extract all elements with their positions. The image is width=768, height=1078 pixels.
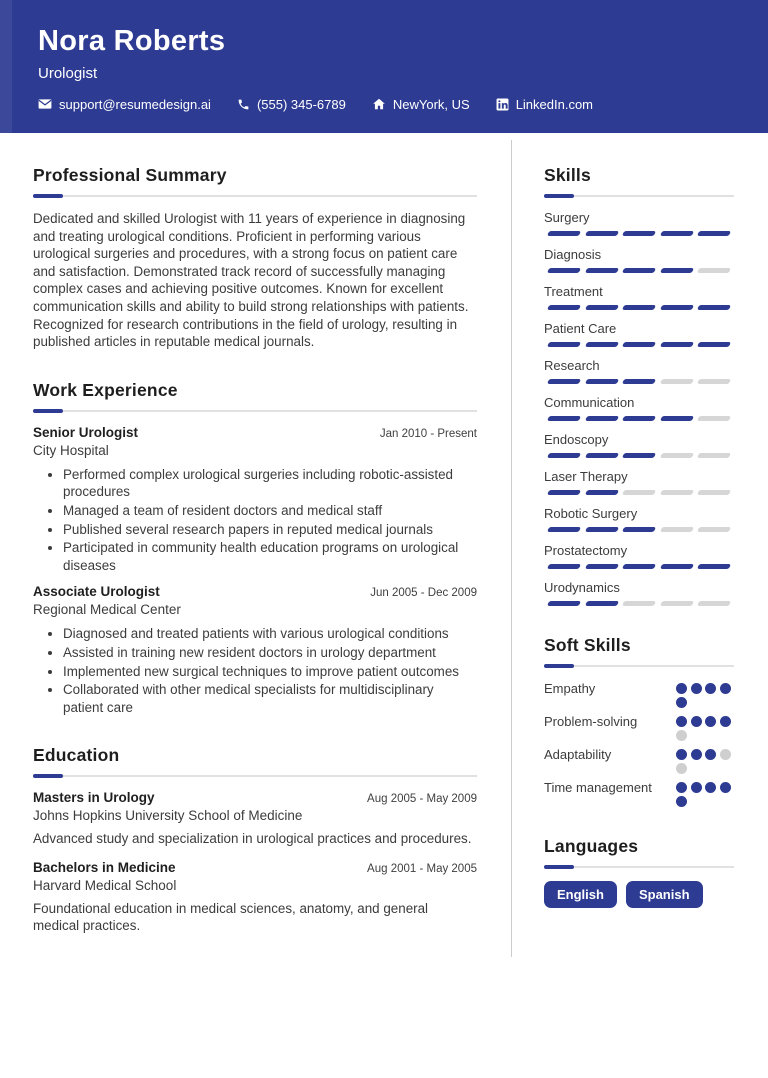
section-soft-skills — [544, 635, 734, 807]
skill-label: Treatment — [544, 284, 603, 299]
skill-bar-segment — [547, 231, 581, 236]
job-bullet: • Implemented new surgical techniques to improve patient outcomes — [63, 663, 477, 681]
soft-skill-label: Time management — [544, 780, 652, 795]
school-name: Harvard Medical School — [33, 877, 177, 893]
soft-skill-dot — [691, 716, 702, 727]
job-entry — [33, 425, 477, 575]
job-bullet: • Published several research papers in reputed medical journals — [63, 521, 477, 539]
skill-bar-segment — [584, 231, 618, 236]
soft-skill-row — [544, 713, 734, 741]
soft-skill-dot — [705, 716, 716, 727]
section-rule — [544, 195, 734, 197]
skill-bar-segment — [584, 453, 618, 458]
skill-label: Endoscopy — [544, 432, 609, 447]
soft-skill-dot — [676, 683, 687, 694]
job-bullets — [33, 466, 477, 575]
contact-phone-text: (555) 345-6789 — [256, 96, 346, 112]
language-badges — [544, 881, 734, 908]
skill-bar-segment — [660, 342, 694, 347]
job-company: Regional Medical Center — [33, 602, 181, 618]
education-entry — [33, 860, 477, 935]
skill-bar-segment — [622, 379, 656, 384]
skill-label: Prostatectomy — [544, 543, 628, 558]
skill-bar-segment — [622, 416, 656, 421]
soft-skill-dot — [676, 716, 687, 727]
skill-label: Diagnosis — [544, 247, 602, 262]
skill-bar — [544, 342, 734, 347]
job-dates: Jan 2010 - Present — [379, 427, 477, 440]
soft-skill-dot — [691, 782, 702, 793]
language-badge: English — [544, 881, 617, 908]
skill-bar-segment — [547, 527, 581, 532]
linkedin-icon — [496, 98, 509, 111]
education-header — [33, 790, 477, 805]
skill-bar-segment — [622, 490, 656, 495]
soft-skill-dot — [720, 782, 731, 793]
resume-header — [0, 0, 768, 133]
skill-label: Surgery — [544, 210, 590, 225]
skill-bar-segment — [547, 268, 581, 273]
skill-bar — [544, 305, 734, 310]
skill-bar-segment — [697, 231, 731, 236]
degree-name: Bachelors in Medicine — [33, 859, 176, 875]
soft-skill-dot — [691, 683, 702, 694]
job-bullet: • Assisted in training new resident doctors in urology department — [63, 644, 477, 662]
soft-skill-dot — [676, 782, 687, 793]
contact-phone[interactable] — [237, 97, 346, 112]
skill-bar-segment — [697, 564, 731, 569]
skill-bar — [544, 453, 734, 458]
rule-accent-chip — [33, 409, 63, 413]
soft-skill-dots — [676, 713, 734, 741]
skill-bar-segment — [697, 527, 731, 532]
soft-skill-row — [544, 680, 734, 708]
soft-skill-dots — [676, 746, 734, 774]
school-name: Johns Hopkins University School of Medicine — [33, 808, 303, 824]
skill-bar-segment — [584, 601, 618, 606]
skill-row — [544, 284, 734, 310]
skill-bar-segment — [622, 564, 656, 569]
education-description: Foundational education in medical sciences, anatomy, and general medical practices. — [33, 900, 429, 934]
main-column — [0, 133, 511, 964]
skill-bar-segment — [547, 490, 581, 495]
education-dates: Aug 2001 - May 2005 — [367, 862, 477, 875]
soft-skill-label: Empathy — [544, 681, 596, 696]
skill-bar-segment — [584, 416, 618, 421]
job-bullets — [33, 625, 477, 716]
skill-bar-segment — [697, 453, 731, 458]
rule-accent-chip — [33, 194, 63, 198]
skill-row — [544, 506, 734, 532]
skill-row — [544, 247, 734, 273]
skill-bar-segment — [660, 453, 694, 458]
job-header — [33, 584, 477, 599]
skill-bar-segment — [547, 379, 581, 384]
skill-label: Research — [544, 358, 600, 373]
skill-bar — [544, 601, 734, 606]
email-icon — [38, 97, 52, 111]
skill-bar-segment — [584, 342, 618, 347]
soft-skill-dot — [720, 749, 731, 760]
soft-skill-label: Problem-solving — [544, 714, 638, 729]
section-rule — [33, 195, 477, 197]
skill-bar-segment — [660, 601, 694, 606]
skill-bar-segment — [660, 305, 694, 310]
soft-skill-dots — [676, 779, 734, 807]
soft-skill-dot — [676, 763, 687, 774]
job-bullet: • Collaborated with other medical specialists for multidisciplinary patient care — [63, 681, 477, 716]
contact-email-text: support@resumedesign.ai — [59, 96, 211, 112]
skill-bar-segment — [622, 305, 656, 310]
soft-skill-dot — [691, 749, 702, 760]
skill-bar-segment — [622, 601, 656, 606]
rule-accent-chip — [544, 194, 574, 198]
skill-row — [544, 543, 734, 569]
skill-row — [544, 210, 734, 236]
skill-bar-segment — [697, 379, 731, 384]
rule-accent-chip — [544, 865, 574, 869]
education-header — [33, 860, 477, 875]
soft-skill-row — [544, 779, 734, 807]
skill-bar-segment — [584, 564, 618, 569]
contact-location[interactable] — [372, 97, 470, 112]
summary-text: Dedicated and skilled Urologist with 11 years of experience in diagnosing and treating urological conditions. Proficient in performing various urological surgeries and procedures, with a strong focus on patient care and satisfaction. Demonstrated track record of successfully managing complex cases and achieving positive outcomes. Known for excellent communication skills and ability to build strong relationships with patients. Recognized for research contributions in the field of urology, resulting in published articles in reputable medical journals. — [33, 211, 469, 350]
skill-bar — [544, 268, 734, 273]
skill-bar-segment — [584, 527, 618, 532]
soft-skill-dot — [705, 749, 716, 760]
section-education — [33, 745, 477, 935]
education-title: Education — [33, 745, 120, 766]
soft-skills-title: Soft Skills — [544, 635, 631, 655]
section-professional-summary — [33, 165, 477, 351]
section-languages — [544, 836, 734, 908]
column-divider — [511, 140, 512, 957]
skill-bar-segment — [622, 527, 656, 532]
skill-label: Urodynamics — [544, 580, 620, 595]
summary-title: Professional Summary — [33, 165, 227, 185]
skill-row — [544, 469, 734, 495]
skill-bar — [544, 231, 734, 236]
job-bullet: • Performed complex urological surgeries including robotic-assisted procedures — [63, 466, 477, 501]
skill-row — [544, 432, 734, 458]
skill-bar — [544, 490, 734, 495]
section-rule — [33, 410, 477, 412]
soft-skill-label: Adaptability — [544, 747, 612, 762]
person-name: Nora Roberts — [38, 25, 226, 57]
soft-skill-dot — [676, 796, 687, 807]
skill-bar — [544, 379, 734, 384]
skill-bar-segment — [622, 268, 656, 273]
soft-skill-dots — [676, 680, 734, 708]
skill-bar-segment — [697, 416, 731, 421]
degree-name: Masters in Urology — [33, 790, 155, 806]
skill-bar-segment — [660, 379, 694, 384]
skill-bar — [544, 416, 734, 421]
soft-skill-dot — [705, 782, 716, 793]
sidebar-column — [511, 133, 768, 964]
skill-bar-segment — [697, 305, 731, 310]
skill-label: Patient Care — [544, 321, 617, 336]
skill-bar-segment — [660, 564, 694, 569]
education-description: Advanced study and specialization in urological practices and procedures. — [33, 831, 472, 847]
languages-title: Languages — [544, 836, 639, 856]
contact-email[interactable] — [38, 97, 211, 112]
skill-bar-segment — [547, 601, 581, 606]
skill-row — [544, 395, 734, 421]
soft-skill-dot — [676, 749, 687, 760]
skill-bar-segment — [547, 416, 581, 421]
skill-bar-segment — [584, 305, 618, 310]
soft-skill-dot — [720, 716, 731, 727]
skill-bar-segment — [547, 342, 581, 347]
language-badge: Spanish — [626, 881, 703, 908]
education-list — [33, 790, 477, 935]
skill-bar-segment — [697, 601, 731, 606]
job-company: City Hospital — [33, 442, 109, 458]
education-dates: Aug 2005 - May 2009 — [367, 793, 477, 806]
job-role: Associate Urologist — [33, 584, 160, 600]
skill-bar-segment — [697, 342, 731, 347]
soft-skills-list — [544, 680, 734, 807]
contact-row — [38, 97, 730, 112]
phone-icon — [237, 98, 250, 111]
person-job-title: Urologist — [38, 64, 98, 82]
section-rule — [33, 775, 477, 777]
job-header — [33, 425, 477, 440]
soft-skill-row — [544, 746, 734, 774]
skill-bar-segment — [660, 527, 694, 532]
skill-bar-segment — [660, 416, 694, 421]
section-rule — [544, 866, 734, 868]
skill-bar-segment — [660, 231, 694, 236]
section-skills — [544, 165, 734, 606]
skill-bar-segment — [584, 268, 618, 273]
job-bullet: • Participated in community health education programs on urological diseases — [63, 539, 477, 574]
skill-bar-segment — [697, 490, 731, 495]
skill-row — [544, 321, 734, 347]
skills-title: Skills — [544, 165, 591, 185]
skill-bar-segment — [547, 453, 581, 458]
job-entry — [33, 584, 477, 716]
skill-bar-segment — [697, 268, 731, 273]
skill-row — [544, 580, 734, 606]
skill-bar-segment — [547, 305, 581, 310]
job-dates: Jun 2005 - Dec 2009 — [370, 587, 477, 600]
soft-skill-dot — [676, 730, 687, 741]
soft-skill-dot — [705, 683, 716, 694]
job-bullet: • Managed a team of resident doctors and medical staff — [63, 502, 477, 520]
resume-body — [0, 133, 768, 964]
home-icon — [372, 97, 386, 111]
skill-bar-segment — [622, 453, 656, 458]
soft-skill-dot — [720, 683, 731, 694]
skill-bar-segment — [584, 379, 618, 384]
rule-accent-chip — [33, 774, 63, 778]
skill-bar — [544, 564, 734, 569]
section-work-experience — [33, 380, 477, 717]
contact-linkedin[interactable] — [496, 97, 593, 112]
job-bullet: • Diagnosed and treated patients with various urological conditions — [63, 625, 477, 643]
skill-label: Communication — [544, 395, 635, 410]
skill-bar-segment — [622, 342, 656, 347]
skill-bar — [544, 527, 734, 532]
skill-bar-segment — [622, 231, 656, 236]
experience-title: Work Experience — [33, 379, 178, 400]
section-rule — [544, 665, 734, 667]
skill-bar-segment — [547, 564, 581, 569]
jobs-list — [33, 425, 477, 717]
contact-location-text: NewYork, US — [392, 96, 470, 112]
education-entry — [33, 790, 477, 848]
skill-bar-segment — [660, 490, 694, 495]
skill-bar-segment — [584, 490, 618, 495]
skills-list — [544, 210, 734, 606]
skill-label: Laser Therapy — [544, 469, 628, 484]
skill-label: Robotic Surgery — [544, 506, 638, 521]
soft-skill-dot — [676, 697, 687, 708]
skill-row — [544, 358, 734, 384]
job-role: Senior Urologist — [33, 424, 139, 440]
contact-linkedin-text: LinkedIn.com — [515, 96, 594, 112]
skill-bar-segment — [660, 268, 694, 273]
rule-accent-chip — [544, 664, 574, 668]
